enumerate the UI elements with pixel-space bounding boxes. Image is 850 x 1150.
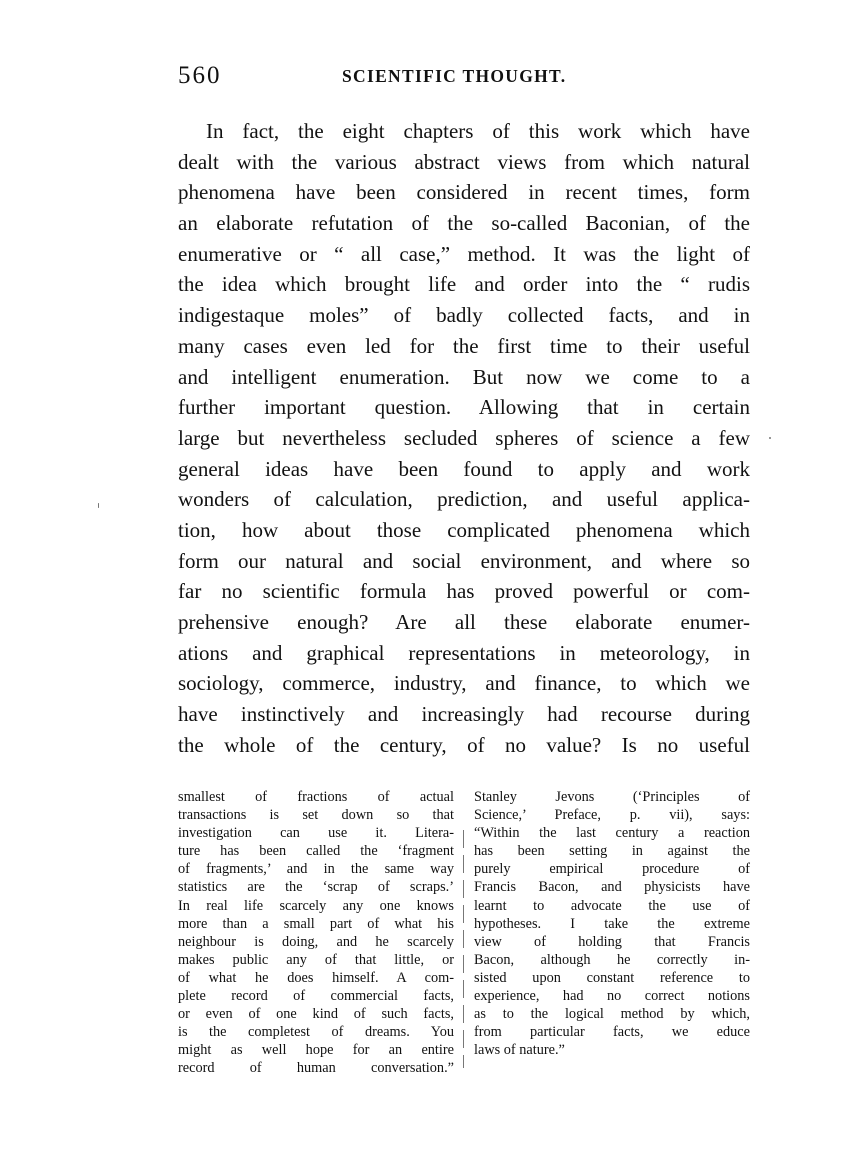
body-line: tion, how about those complicated phenomena which bbox=[178, 517, 750, 542]
footnote-line: experience, had no correct notions bbox=[474, 988, 750, 1005]
body-line: have instinctively and increasingly had recourse during bbox=[178, 702, 750, 727]
footnote-line: or even of one kind of such facts, bbox=[178, 1006, 454, 1023]
print-speck bbox=[98, 503, 99, 508]
footnotes bbox=[178, 788, 750, 1088]
footnote-line: makes public any of that little, or bbox=[178, 951, 454, 968]
footnote-line: of fragments,’ and in the same way bbox=[178, 861, 454, 878]
body-line: and intelligent enumeration. But now we come to a bbox=[178, 364, 750, 389]
footnote-line: record of human conversation.” bbox=[178, 1060, 454, 1077]
footnote-line: neighbour is doing, and he scarcely bbox=[178, 933, 454, 950]
footnote-line: learnt to advocate the use of bbox=[474, 897, 750, 914]
footnote-line: In real life scarcely any one knows bbox=[178, 897, 454, 914]
footnote-line: is the completest of dreams. You bbox=[178, 1024, 454, 1041]
body-line: far no scientific formula has proved powerful or com- bbox=[178, 579, 750, 604]
body-line: form our natural and social environment, and where so bbox=[178, 548, 750, 573]
footnote-line: plete record of commercial facts, bbox=[178, 988, 454, 1005]
footnote-line: has been setting in against the bbox=[474, 843, 750, 860]
footnote-line: “Within the last century a reaction bbox=[474, 825, 750, 842]
body-line: ations and graphical representations in meteorology, in bbox=[178, 640, 750, 665]
footnote-line: Stanley Jevons (‘Principles of bbox=[474, 789, 750, 805]
body-line: many cases even led for the first time to their useful bbox=[178, 333, 750, 358]
body-line: further important question. Allowing that in certain bbox=[178, 395, 750, 420]
body-line: the idea which brought life and order into the “ rudis bbox=[178, 272, 750, 297]
body-line: large but nevertheless secluded spheres of science a few bbox=[178, 425, 750, 450]
body-line: phenomena have been considered in recent times, form bbox=[178, 180, 750, 205]
main-text bbox=[178, 116, 750, 760]
page-number: 560 bbox=[178, 62, 222, 89]
footnote-line: sisted upon constant reference to bbox=[474, 969, 750, 986]
body-line: general ideas have been found to apply and work bbox=[178, 456, 750, 481]
footnote-line: hypotheses. I take the extreme bbox=[474, 915, 750, 932]
footnote-column-right bbox=[474, 788, 750, 1059]
footnote-line: transactions is set down so that bbox=[178, 807, 454, 824]
body-line: sociology, commerce, industry, and finance, to which we bbox=[178, 671, 750, 696]
footnote-column-left bbox=[178, 788, 454, 1078]
footnote-line: as to the logical method by which, bbox=[474, 1006, 750, 1023]
body-line: dealt with the various abstract views from which natural bbox=[178, 149, 750, 174]
footnote-line: smallest of fractions of actual bbox=[178, 789, 454, 805]
body-line: wonders of calculation, prediction, and useful applica- bbox=[178, 487, 750, 512]
footnote-line: investigation can use it. Litera- bbox=[178, 825, 454, 842]
body-line: enumerative or “ all case,” method. It was the light of bbox=[178, 241, 750, 266]
body-line: In fact, the eight chapters of this work which have bbox=[206, 119, 750, 143]
footnote-line: view of holding that Francis bbox=[474, 933, 750, 950]
footnote-line: purely empirical procedure of bbox=[474, 861, 750, 878]
body-line: indigestaque moles” of badly collected facts, and in bbox=[178, 303, 750, 328]
print-speck bbox=[769, 437, 771, 439]
running-head bbox=[178, 58, 750, 94]
body-line: an elaborate refutation of the so-called Baconian, of the bbox=[178, 211, 750, 236]
footnote-line: Science,’ Preface, p. vii), says: bbox=[474, 807, 750, 824]
footnote-line: of what he does himself. A com- bbox=[178, 969, 454, 986]
footnote-line: Francis Bacon, and physicists have bbox=[474, 879, 750, 896]
footnote-line: from particular facts, we educe bbox=[474, 1024, 750, 1041]
footnote-line: ture has been called the ‘fragment bbox=[178, 843, 454, 860]
footnote-line: more than a small part of what his bbox=[178, 915, 454, 932]
body-line: the whole of the century, of no value? Is no useful bbox=[178, 732, 750, 757]
footnote-line: statistics are the ‘scrap of scraps.’ bbox=[178, 879, 454, 896]
body-line: prehensive enough? Are all these elaborate enumer- bbox=[178, 610, 750, 634]
running-title: SCIENTIFIC THOUGHT. bbox=[342, 66, 567, 86]
footnote-line: Bacon, although he correctly in- bbox=[474, 951, 750, 968]
column-divider bbox=[463, 830, 464, 1068]
footnote-line: laws of nature.” bbox=[474, 1042, 565, 1059]
footnote-line: might as well hope for an entire bbox=[178, 1042, 454, 1059]
